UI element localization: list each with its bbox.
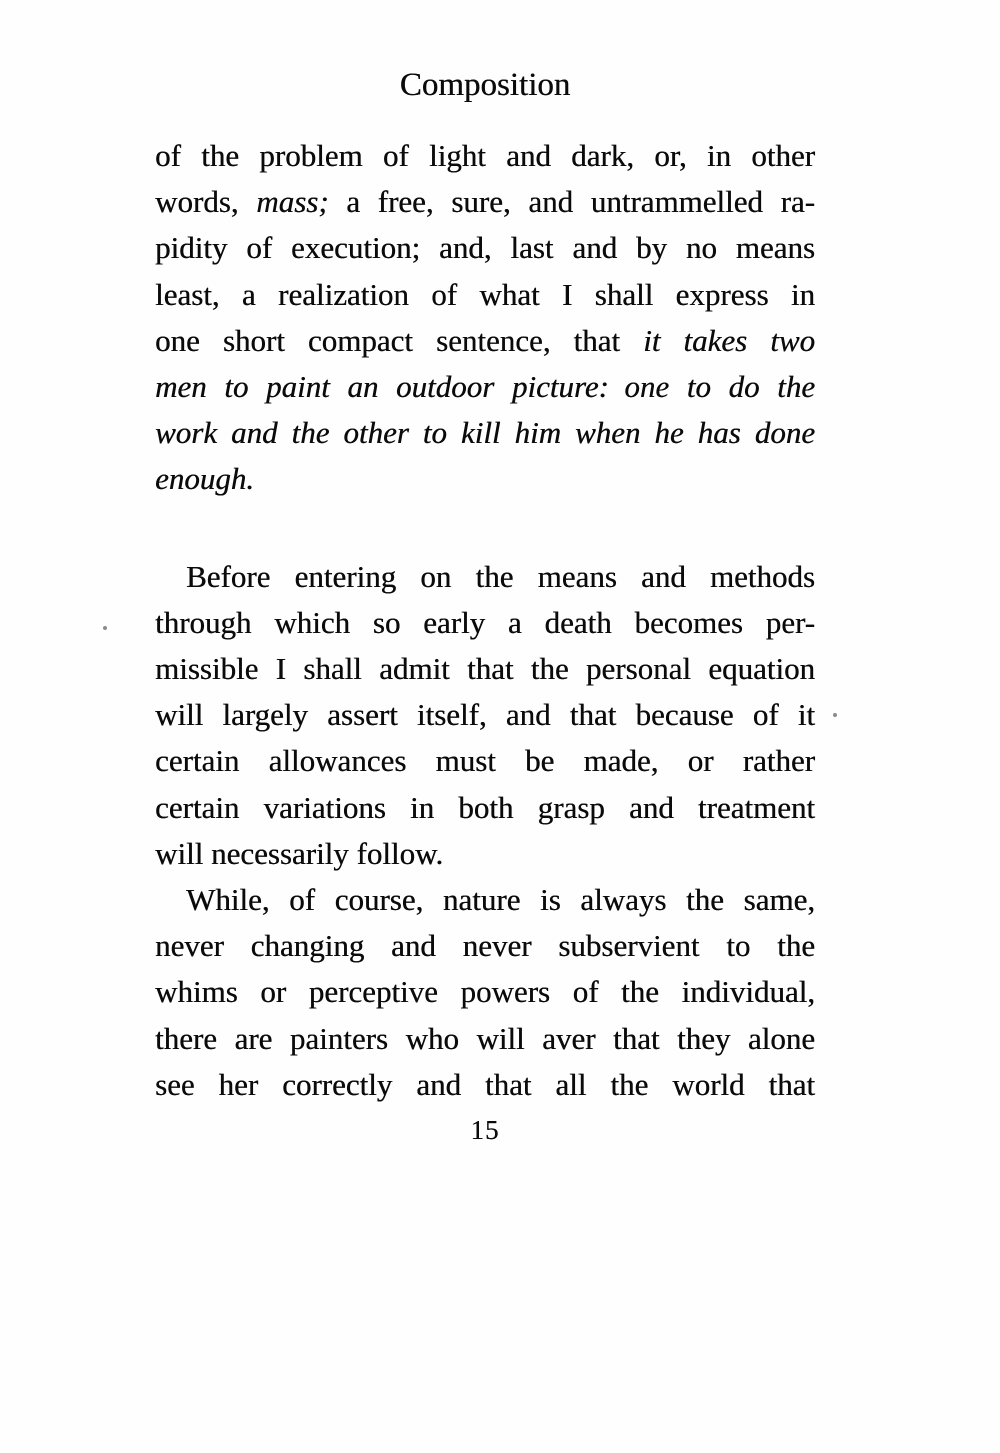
text-line <box>155 969 815 1015</box>
text-segment: certain allowances must be made, or rather <box>155 743 815 779</box>
text-segment: will necessarily follow. <box>155 835 444 871</box>
italic-text-segment: work and the other to kill him when he has done <box>155 415 815 451</box>
page-title: Composition <box>399 67 571 103</box>
text-line <box>155 738 815 784</box>
text-segment: see her correctly and that all the world that <box>155 1066 815 1102</box>
text-segment: of the problem of light and dark, or, in other <box>155 138 815 173</box>
text-line <box>155 456 815 502</box>
text-line <box>155 364 815 410</box>
text-segment: one short compact sentence, that <box>155 322 644 358</box>
paragraph <box>155 554 815 877</box>
text-line <box>155 600 815 646</box>
italic-text-segment: men to paint an outdoor picture: one to do the <box>155 369 815 405</box>
text-segment: least, a realization of what I shall express in <box>155 276 815 312</box>
text-line <box>155 318 815 364</box>
text-segment: words, <box>155 184 257 220</box>
paragraph <box>155 877 815 1108</box>
italic-text-segment: it takes two <box>643 322 815 358</box>
text-line <box>155 410 815 456</box>
text-line <box>155 133 815 179</box>
text-line <box>155 179 815 225</box>
text-segment: will largely assert itself, and that because of it <box>155 697 815 733</box>
page-body <box>155 133 815 1108</box>
text-line <box>155 225 815 271</box>
text-segment: through which so early a death becomes per- <box>155 604 815 640</box>
text-line <box>155 554 815 600</box>
text-segment: whims or perceptive powers of the individual, <box>155 974 815 1010</box>
text-segment: pidity of execution; and, last and by no means <box>155 230 815 266</box>
text-line <box>155 272 815 318</box>
text-line <box>155 923 815 969</box>
text-line <box>155 877 815 923</box>
text-line <box>155 692 815 738</box>
italic-text-segment: mass; <box>256 184 329 220</box>
italic-text-segment: enough. <box>155 461 255 497</box>
text-segment: never changing and never subservient to the <box>155 928 815 964</box>
text-line <box>155 831 815 877</box>
text-line <box>155 646 815 692</box>
text-line <box>155 1016 815 1062</box>
text-segment: missible I shall admit that the personal equation <box>155 651 815 687</box>
text-line <box>155 785 815 831</box>
text-line <box>155 1062 815 1108</box>
text-segment: there are painters who will aver that they alone <box>155 1020 815 1056</box>
text-segment: While, of course, nature is always the same, <box>186 882 815 918</box>
text-segment: a free, sure, and untrammelled ra- <box>328 184 815 220</box>
scan-artifact-dot <box>833 713 837 717</box>
paragraph <box>155 133 815 503</box>
text-segment: Before entering on the means and methods <box>186 558 815 594</box>
scan-artifact-dot <box>103 626 107 630</box>
page-number: 15 <box>470 1115 500 1146</box>
text-segment: certain variations in both grasp and treatment <box>155 789 815 825</box>
